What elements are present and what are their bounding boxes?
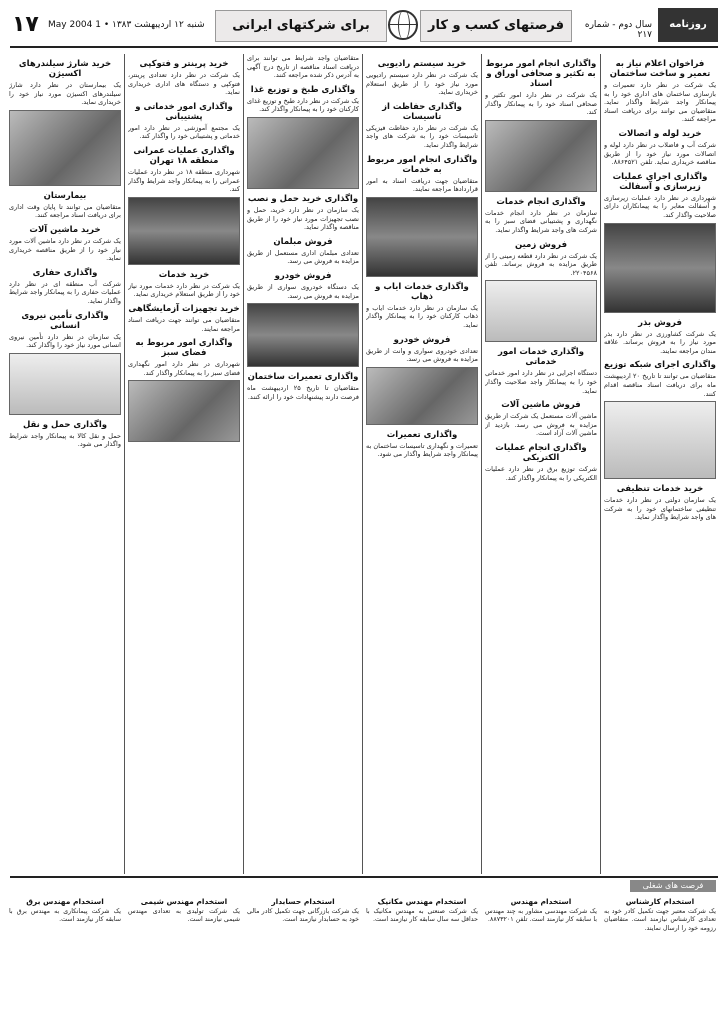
classified-heading: استخدام مهندس شیمی <box>140 897 228 906</box>
ad-heading: واگذاری حمل و نقل <box>22 419 108 430</box>
ad-text: یک بیمارستان در نظر دارد شارژ سیلندرهای اکسیژن مورد نیاز خود را خریداری نماید. <box>9 81 121 107</box>
ad-text: یک شرکت در نظر دارد تعمیرات و بازسازی ساختمان های اداری خود را به پیمانکار واجد شرایط واگذار نماید. متقاضیان می توانند برای دریافت اسناد مراجعه کنند. <box>604 81 716 124</box>
page-number: ۱۷ <box>12 12 39 37</box>
ad-text: متقاضیان جهت دریافت اسناد به امور قراردادها مراجعه نمایند. <box>366 176 478 194</box>
ad-heading: فروش خودرو <box>274 270 332 281</box>
column-divider <box>243 54 244 874</box>
column-divider <box>481 54 482 874</box>
ad-heading: واگذاری عملیات عمرانی منطقه ۱۸ تهران <box>133 145 235 166</box>
ad-text: سازمان در نظر دارد انجام خدمات نگهداری و پشتیبانی فضای سبز را به شرکت های واجد شرایط واگذار نماید. <box>485 208 597 234</box>
ad-heading: خرید ماشین آلات <box>29 224 101 235</box>
ad-text: حمل و نقل کالا به پیمانکار واجد شرایط واگذار می شود. <box>9 431 121 449</box>
classified-text: یک شرکت پیمانکاری به مهندس برق با سابقه کار نیازمند است. <box>9 908 121 924</box>
ad-text: دستگاه اجرایی در نظر دارد امور خدماتی خود را به پیمانکار واجد صلاحیت واگذار نماید. <box>485 369 597 395</box>
issue-number: سال دوم - شماره ۲۱۷ <box>584 20 652 40</box>
ad-heading: واگذاری انجام امور مربوط به تکثیر و صحافی اوراق و اسناد <box>485 59 597 89</box>
ad-heading: خرید تجهیزات آزمایشگاهی <box>128 303 240 314</box>
ad-text: یک شرکت در نظر دارد خدمات مورد نیاز خود را از طریق استعلام خریداری نماید. <box>128 281 240 299</box>
news-column <box>247 54 359 874</box>
news-column <box>604 54 716 874</box>
classified-heading: استخدام کارشناس <box>625 897 695 906</box>
ad-text: شرکت آب منطقه ای در نظر دارد عملیات حفاری را به پیمانکار واجد شرایط واگذار نماید. <box>9 279 121 305</box>
ad-heading: خرید سیستم رادیویی <box>377 59 467 69</box>
ad-text: شهرداری در نظر دارد امور نگهداری فضای سبز را به پیمانکار واگذار کند. <box>128 360 240 377</box>
ad-heading: واگذاری تعمیرات <box>386 429 458 440</box>
classified-column <box>9 896 121 1024</box>
ad-heading: واگذاری انجام عملیات الکتریکی <box>495 442 587 463</box>
column-divider <box>124 54 125 874</box>
classified-text: یک شرکت معتبر جهت تکمیل کادر خود به تعدادی کارشناس نیازمند است. متقاضیان رزومه خود را ارسال نمایند. <box>604 908 716 932</box>
ad-heading: خرید لوله و اتصالات <box>618 128 702 139</box>
ad-text: متقاضیان می توانند تا پایان وقت اداری برای دریافت اسناد مراجعه کنند. <box>9 202 121 220</box>
ad-heading: بیمارستان <box>43 190 87 201</box>
ad-text: شهرداری منطقه ۱۸ در نظر دارد عملیات عمرانی را به پیمانکار واجد شرایط واگذار کند. <box>128 167 240 194</box>
ad-text: متقاضیان می توانند جهت دریافت اسناد مراجعه نمایند. <box>128 315 240 333</box>
ad-heading: خرید پرینتر و فتوکپی <box>139 59 229 69</box>
globe-icon <box>388 10 418 40</box>
classifieds-tag: فرصت های شغلی <box>630 880 716 892</box>
ad-heading: فروش مبلمان <box>273 236 333 247</box>
ad-heading: خرید خدمات تنظیفی <box>616 484 704 495</box>
ad-text: یک شرکت در نظر دارد طبخ و توزیع غذای کارکنان خود را به پیمانکار واگذار کند. <box>247 96 359 114</box>
section-title: برای شرکتهای ایرانی <box>215 10 387 42</box>
classified-text: یک شرکت صنعتی به مهندس مکانیک با حداقل سه سال سابقه کار نیازمند است. <box>366 908 478 924</box>
ad-heading: واگذاری تأمین نیروی انسانی <box>21 310 109 331</box>
ad-text: یک شرکت در نظر دارد قطعه زمینی را از طریق مزایده به فروش برساند. تلفن ۲۲۰۴۵۶۸. <box>485 251 597 277</box>
classified-text: یک شرکت تولیدی به تعدادی مهندس شیمی نیازمند است. <box>128 908 240 924</box>
ad-text: یک شرکت در نظر دارد حفاظت فیزیکی تاسیسات خود را به شرکت های واجد شرایط واگذار نماید. <box>366 123 478 149</box>
ad-heading: فروش بذر <box>638 317 682 328</box>
ad-heading: فروش خودرو <box>393 334 451 345</box>
news-photo <box>247 117 359 189</box>
issue-date: شنبه ۱۲ اردیبهشت ۱۳۸۳ • May 2004 1 <box>48 20 205 30</box>
ad-text: یک مجتمع آموزشی در نظر دارد امور خدماتی و پشتیبانی خود را واگذار کند. <box>128 123 240 141</box>
news-photo <box>9 353 121 415</box>
news-column <box>128 54 240 874</box>
ad-text: تعمیرات و نگهداری تاسیسات ساختمان به پیمانکار واجد شرایط واگذار می شود. <box>366 441 478 459</box>
ad-heading: فروش ماشین آلات <box>501 400 581 411</box>
ad-heading: واگذاری امور مربوط به فضای سبز <box>135 338 233 359</box>
ad-text: یک سازمان در نظر دارد خدمات ایاب و ذهاب کارکنان خود را به پیمانکار واگذار نماید. <box>366 303 478 329</box>
news-photo <box>366 367 478 425</box>
news-column <box>9 54 121 874</box>
ad-text: یک شرکت در نظر دارد تعدادی پرینتر، فتوکپی و دستگاه های اداری خریداری نماید. <box>128 71 240 97</box>
classified-column <box>247 896 359 1024</box>
ad-heading: فراخوان اعلام نیاز به تعمیر و ساخت ساختمان <box>609 59 711 79</box>
ad-heading: واگذاری خدمات امور خدماتی <box>498 347 584 368</box>
ad-text: یک سازمان در نظر دارد تأمین نیروی انسانی مورد نیاز خود را واگذار کند. <box>9 332 121 350</box>
ad-heading: واگذاری حفاظت از تاسیسات <box>382 101 462 122</box>
ad-heading: فروش زمین <box>514 239 568 250</box>
ad-text: یک سازمان دولتی در نظر دارد خدمات تنظیفی ساختمانهای خود را به شرکت های واجد شرایط واگذار نماید. <box>604 496 716 522</box>
ad-text: متقاضیان واجد شرایط می توانند برای دریافت اسناد مناقصه از تاریخ درج آگهی به آدرس ذکر شده مراجعه کنند. <box>247 54 359 80</box>
ad-text: ماشین آلات مستعمل یک شرکت از طریق مزایده به فروش می رسد. بازدید از ماشین آلات آزاد است. <box>485 412 597 438</box>
ad-heading: واگذاری خدمات ایاب و ذهاب <box>375 281 469 302</box>
ad-text: یک شرکت در نظر دارد امور تکثیر و صحافی اسناد خود را به پیمانکار واگذار کند. <box>485 91 597 117</box>
ad-heading: واگذاری انجام خدمات <box>496 196 586 207</box>
page-header <box>10 6 718 48</box>
classified-text: یک شرکت مهندسی مشاور به چند مهندس با سابقه کار نیازمند است. تلفن ۸۸۷۳۲۰۱. <box>485 908 597 924</box>
ad-text: یک سازمان در نظر دارد خرید، حمل و نصب تجهیزات مورد نیاز خود را از طریق مناقصه واگذار نماید. <box>247 205 359 232</box>
ad-text: شرکت توزیع برق در نظر دارد عملیات الکتریکی را به پیمانکار واگذار کند. <box>485 464 597 482</box>
ad-text: یک شرکت در نظر دارد ماشین آلات مورد نیاز خود را از طریق مناقصه خریداری نماید. <box>9 236 121 263</box>
ad-heading: واگذاری تعمیرات ساختمان <box>247 372 359 383</box>
ad-heading: واگذاری حفاری <box>32 267 98 278</box>
news-column <box>366 54 478 874</box>
ad-heading: واگذاری طبخ و توزیع غذا <box>250 84 356 95</box>
news-photo <box>366 197 478 277</box>
news-photo <box>604 223 716 313</box>
newspaper-logo: روزنامه <box>658 8 718 42</box>
news-photo <box>128 380 240 442</box>
news-photo <box>485 280 597 342</box>
ad-text: تعدادی خودروی سواری و وانت از طریق مزایده به فروش می رسد. <box>366 346 478 364</box>
classified-heading: استخدام مهندس مکانیک <box>377 897 467 906</box>
classified-column <box>485 896 597 1024</box>
ad-heading: خرید خدمات <box>158 269 210 280</box>
ad-heading: واگذاری اجرای شبکه توزیع <box>604 360 716 371</box>
news-photo <box>128 197 240 265</box>
classifieds-section <box>10 876 718 1026</box>
ad-heading: واگذاری انجام امور مربوط به خدمات <box>366 154 478 175</box>
ad-text: یک دستگاه خودروی سواری از طریق مزایده به فروش می رسد. <box>247 282 359 300</box>
ad-text: تعدادی مبلمان اداری مستعمل از طریق مزایده به فروش می رسد. <box>247 248 359 266</box>
news-column <box>485 54 597 874</box>
ad-text: یک شرکت در نظر دارد سیستم رادیویی مورد نیاز خود را از طریق استعلام خریداری نماید. <box>366 71 478 97</box>
ad-text: متقاضیان تا تاریخ ۲۵ اردیبهشت ماه فرصت دارند پیشنهادات خود را ارائه کنند. <box>247 384 359 401</box>
section-subtitle: فرصتهای کسب و کار <box>420 10 572 42</box>
news-photo <box>485 120 597 192</box>
classified-text: یک شرکت بازرگانی جهت تکمیل کادر مالی خود به حسابدار نیازمند است. <box>247 908 359 924</box>
news-photo <box>9 110 121 186</box>
newspaper-page <box>10 6 718 1024</box>
column-divider <box>600 54 601 874</box>
classified-heading: استخدام حسابدار <box>271 897 335 906</box>
ad-text: یک شرکت کشاورزی در نظر دارد بذر مورد نیاز را به فروش برساند. علاقه مندان مراجعه نمایند. <box>604 329 716 355</box>
classified-column <box>128 896 240 1024</box>
ad-text: شهرداری در نظر دارد عملیات زیرسازی و آسفالت معابر را به پیمانکاران دارای صلاحیت واگذار کند. <box>604 193 716 219</box>
news-photo <box>247 303 359 367</box>
ad-heading: واگذاری خرید حمل و نصب <box>247 193 359 204</box>
ad-text: متقاضیان می توانند تا تاریخ ۲۰ اردیبهشت ماه برای دریافت اسناد مناقصه اقدام کنند. <box>604 372 716 398</box>
classified-heading: استخدام مهندس برق <box>26 897 104 906</box>
ad-text: شرکت آب و فاضلاب در نظر دارد لوله و اتصالات مورد نیاز خود را از طریق مناقصه خریداری نماید. تلفن ۸۸۶۴۵۲۱. <box>604 140 716 167</box>
classified-column <box>604 896 716 1024</box>
column-divider <box>362 54 363 874</box>
ad-heading: واگذاری اجرای عملیات زیرسازی و آسفالت <box>612 171 708 192</box>
classified-column <box>366 896 478 1024</box>
news-photo <box>604 401 716 479</box>
ad-heading: واگذاری امور خدماتی و پشتیبانی <box>135 101 233 122</box>
classified-heading: استخدام مهندس <box>510 897 572 906</box>
ad-heading: خرید شارژ سیلندرهای اکسیژن <box>18 59 112 79</box>
